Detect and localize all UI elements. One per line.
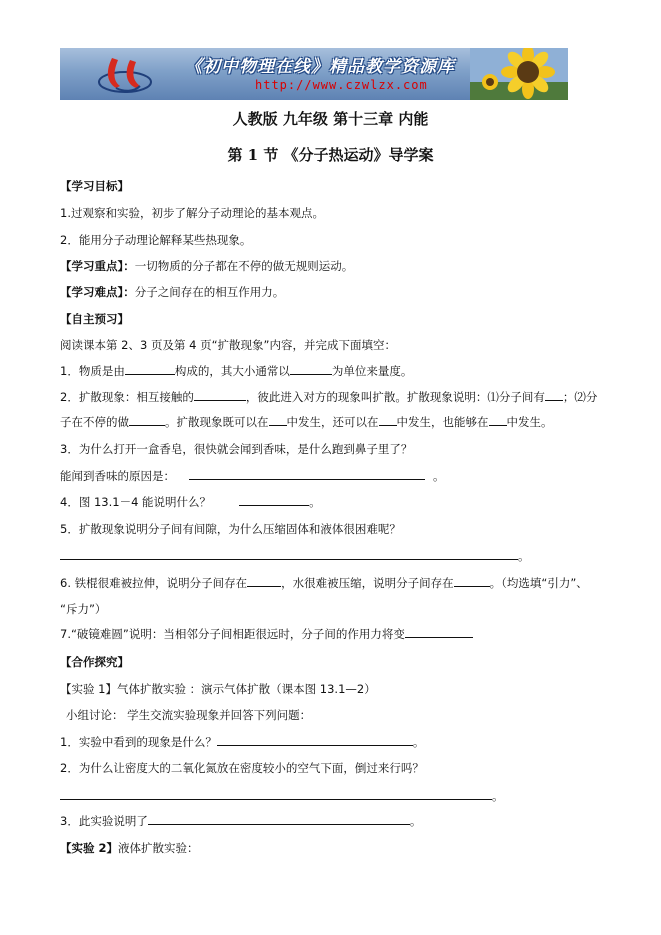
q3-end: 。 [433, 469, 445, 483]
q2-text-c: ；⑵分 [562, 390, 598, 404]
e3-blank[interactable] [148, 813, 410, 825]
question-5: 5．扩散现象说明分子间有间隙，为什么压缩固体和液体很困难呢？ [60, 522, 401, 536]
banner [60, 48, 568, 100]
question-7 [60, 626, 479, 642]
q6-blank-1[interactable] [247, 575, 281, 587]
preview-heading: 【自主预习】 [60, 312, 129, 326]
q7-text: 7.“破镜难圆”说明：当相邻分子间相距很远时，分子间的作用力将变 [60, 627, 405, 641]
page-title: 人教版 九年级 第十三章 内能 [232, 110, 429, 128]
experiment-1-label: 【实验 1】 [60, 682, 117, 696]
q2-blank-3[interactable] [129, 414, 165, 426]
difficulty-label: 【学习难点】： [60, 285, 135, 299]
q2-text-e: 。扩散现象既可以在 [165, 415, 269, 429]
q5-blank[interactable] [60, 548, 518, 560]
q3-answer-label: 能闻到香味的原因是： [60, 469, 175, 483]
explore-question-1 [60, 734, 424, 750]
experiment-2 [60, 840, 199, 856]
q2-text-f: 中发生，还可以在 [286, 415, 379, 429]
focus-line [60, 258, 353, 274]
explore-heading: 【合作探究】 [60, 655, 129, 669]
q2-text-g: 中发生，也能够在 [396, 415, 489, 429]
e1-text: 1．实验中看到的现象是什么？ [60, 735, 217, 749]
question-6-line-2: “斥力”） [60, 602, 107, 616]
e1-blank[interactable] [217, 734, 413, 746]
question-5-answer [60, 548, 530, 564]
question-2-line-2 [60, 414, 553, 430]
q2-text-d: 子在不停的做 [60, 415, 129, 429]
q7-blank[interactable] [405, 626, 473, 638]
question-4 [60, 494, 321, 510]
e2-blank[interactable] [60, 788, 492, 800]
q2-blank-2[interactable] [545, 389, 563, 401]
q1-text-b: 构成的，其大小通常以 [174, 364, 290, 378]
q4-end: 。 [309, 495, 321, 509]
q1-blank-2[interactable] [290, 363, 332, 375]
question-3-answer [60, 468, 445, 484]
q4-blank[interactable] [239, 494, 309, 506]
sunflower-icon [470, 48, 568, 100]
focus-text: 一切物质的分子都在不停的做无规则运动。 [134, 259, 354, 273]
question-3: 3．为什么打开一盒香皂，很快就会闻到香味，是什么跑到鼻子里了？ [60, 442, 413, 456]
q1-blank-1[interactable] [125, 363, 175, 375]
banner-url[interactable]: http://www.czwlzx.com [255, 78, 428, 92]
explore-question-3 [60, 813, 421, 829]
experiment-2-text: 液体扩散实验： [118, 841, 199, 855]
explore-question-2-answer [60, 788, 504, 804]
q3-blank[interactable] [189, 468, 425, 480]
e1-end: 。 [412, 735, 425, 749]
q2-blank-4[interactable] [269, 414, 287, 426]
difficulty-line [60, 284, 284, 300]
e2-end: 。 [492, 789, 504, 803]
q2-blank-6[interactable] [489, 414, 507, 426]
q2-text-h: 中发生。 [506, 415, 553, 429]
page-subtitle: 第 1 节 《分子热运动》导学案 [227, 146, 434, 164]
e3-text: 3．此实验说明了 [60, 814, 148, 828]
q2-blank-1[interactable] [194, 389, 246, 401]
q1-text-a: 1．物质是由 [60, 364, 125, 378]
experiment-1-text: 气体扩散实验 ：演示气体扩散（课本图 13.1—2） [116, 682, 376, 696]
q2-blank-5[interactable] [379, 414, 397, 426]
q6-text-c: 。（均选填“引力”、 [489, 576, 588, 590]
experiment-1 [60, 681, 376, 697]
q6-blank-2[interactable] [454, 575, 490, 587]
banner-logo-icon [90, 52, 160, 98]
q2-text-a: 2．扩散现象：相互接触的 [60, 390, 194, 404]
question-6-line-1 [60, 575, 588, 591]
q5-end: 。 [518, 549, 530, 563]
preview-intro: 阅读课本第 2、3 页及第 4 页“扩散现象”内容，并完成下面填空： [60, 338, 396, 352]
group-discussion: 小组讨论： 学生交流实验现象并回答下列问题： [66, 708, 312, 722]
goals-heading: 【学习目标】 [60, 179, 129, 193]
banner-title: 《初中物理在线》精品教学资源库 [185, 57, 455, 77]
q4-text: 4．图 13.1－4 能说明什么？ [60, 495, 212, 509]
q2-text-b: ，彼此进入对方的现象叫扩散。扩散现象说明：⑴分子间有 [245, 390, 545, 404]
q6-text-b: ，水很难被压缩，说明分子间存在 [281, 576, 454, 590]
question-2-line-1 [60, 389, 597, 405]
difficulty-text: 分子之间存在的相互作用力。 [134, 285, 285, 299]
q6-text-a: 6. 铁棍很难被拉伸，说明分子间存在 [60, 576, 248, 590]
e3-end: 。 [409, 814, 422, 828]
question-1 [60, 363, 412, 379]
experiment-2-label: 【实验 2】 [60, 841, 119, 855]
goal-item-1: 1.过观察和实验，初步了解分子动理论的基本观点。 [60, 206, 324, 220]
q1-text-c: 为单位来量度。 [331, 364, 413, 378]
explore-question-2: 2．为什么让密度大的二氧化氮放在密度较小的空气下面，倒过来行吗？ [60, 761, 424, 775]
goal-item-2: 2．能用分子动理论解释某些热现象。 [60, 233, 252, 247]
focus-label: 【学习重点】： [60, 259, 135, 273]
